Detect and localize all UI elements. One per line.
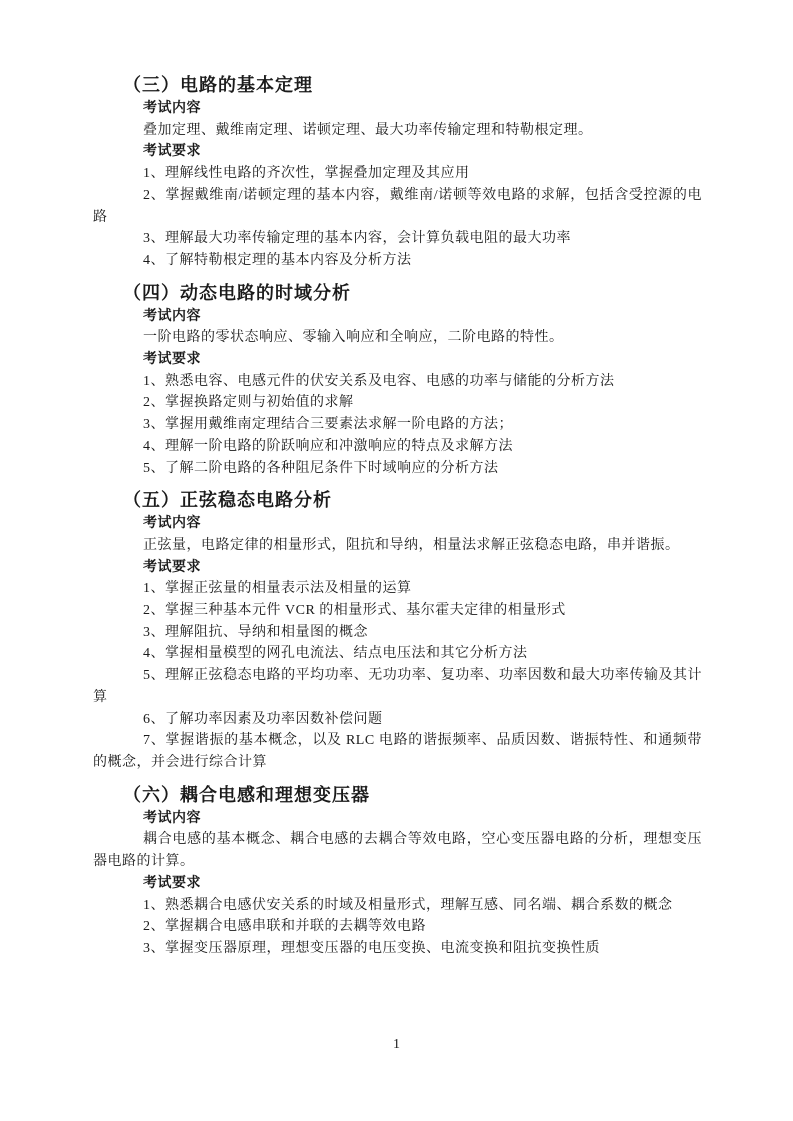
exam-content-text: 耦合电感的基本概念、耦合电感的去耦合等效电路，空心变压器电路的分析，理想变压器电路的计算。: [93, 832, 702, 870]
requirement-item: 5、理解正弦稳态电路的平均功率、无功功率、复功率、功率因数和最大功率传输及其计算: [93, 668, 702, 705]
requirement-item: 3、理解阻抗、导纳和相量图的概念: [143, 624, 368, 640]
syllabus-section-circuit-theorems: [93, 72, 702, 272]
exam-content-text: 一阶电路的零状态响应、零输入响应和全响应，二阶电路的特性。: [143, 330, 564, 346]
exam-content-label: 考试内容: [143, 308, 201, 324]
requirement-item: 4、理解一阶电路的阶跃响应和冲激响应的特点及求解方法: [143, 438, 513, 454]
exam-content-label: 考试内容: [143, 810, 201, 826]
requirement-item: 5、了解二阶电路的各种阻尼条件下时域响应的分析方法: [143, 460, 499, 476]
requirement-item: 1、理解线性电路的齐次性，掌握叠加定理及其应用: [143, 166, 470, 182]
exam-content-text: 正弦量，电路定律的相量形式，阻抗和导纳，相量法求解正弦稳态电路，串并谐振。: [143, 537, 680, 553]
requirement-item: 2、掌握三种基本元件 VCR 的相量形式、基尔霍夫定律的相量形式: [143, 603, 566, 619]
requirement-item: 4、掌握相量模型的网孔电流法、结点电压法和其它分析方法: [143, 646, 528, 662]
exam-content-text: 叠加定理、戴维南定理、诺顿定理、最大功率传输定理和特勒根定理。: [143, 122, 593, 138]
section-title: （三）电路的基本定理: [123, 75, 313, 95]
exam-requirements-label: 考试要求: [143, 144, 201, 160]
syllabus-section-coupled-inductors-transformer: [93, 782, 702, 960]
exam-requirements-label: 考试要求: [143, 875, 201, 891]
exam-content-label: 考试内容: [143, 101, 201, 116]
syllabus-section-dynamic-circuits: [93, 280, 702, 480]
exam-requirements-label: 考试要求: [143, 559, 201, 575]
requirement-item: 3、理解最大功率传输定理的基本内容，会计算负载电阻的最大功率: [143, 231, 571, 247]
section-title: （五）正弦稳态电路分析: [123, 490, 332, 511]
requirement-item: 1、掌握正弦量的相量表示法及相量的运算: [143, 581, 412, 597]
requirement-item: 1、熟悉电容、电感元件的伏安关系及电容、电感的功率与储能的分析方法: [143, 373, 615, 389]
section-title: （六）耦合电感和理想变压器: [123, 784, 370, 805]
requirement-item: 3、掌握用戴维南定理结合三要素法求解一阶电路的方法；: [143, 417, 513, 433]
requirement-item: 7、掌握谐振的基本概念，以及 RLC 电路的谐振频率、品质因数、谐振特性、和通频带的概念，并会进行综合计算: [93, 733, 702, 770]
page-number: 1: [393, 1037, 400, 1052]
requirement-item: 2、掌握耦合电感串联和并联的去耦等效电路: [143, 919, 426, 935]
requirement-item: 2、掌握换路定则与初始值的求解: [143, 395, 354, 411]
exam-content-label: 考试内容: [143, 516, 201, 532]
exam-requirements-label: 考试要求: [143, 352, 201, 368]
requirement-item: 1、熟悉耦合电感伏安关系的时域及相量形式，理解互感、同名端、耦合系数的概念: [143, 897, 673, 913]
requirement-item: 3、掌握变压器原理，理想变压器的电压变换、电流变换和阻抗变换性质: [143, 940, 600, 956]
section-title: （四）动态电路的时域分析: [123, 282, 351, 303]
requirement-item: 2、掌握戴维南/诺顿定理的基本内容，戴维南/诺顿等效电路的求解，包括含受控源的电路: [93, 187, 702, 225]
requirement-item: 4、了解特勒根定理的基本内容及分析方法: [143, 252, 412, 268]
syllabus-section-sinusoidal-steady-state: [93, 487, 702, 773]
requirement-item: 6、了解功率因素及功率因数补偿问题: [143, 711, 383, 727]
